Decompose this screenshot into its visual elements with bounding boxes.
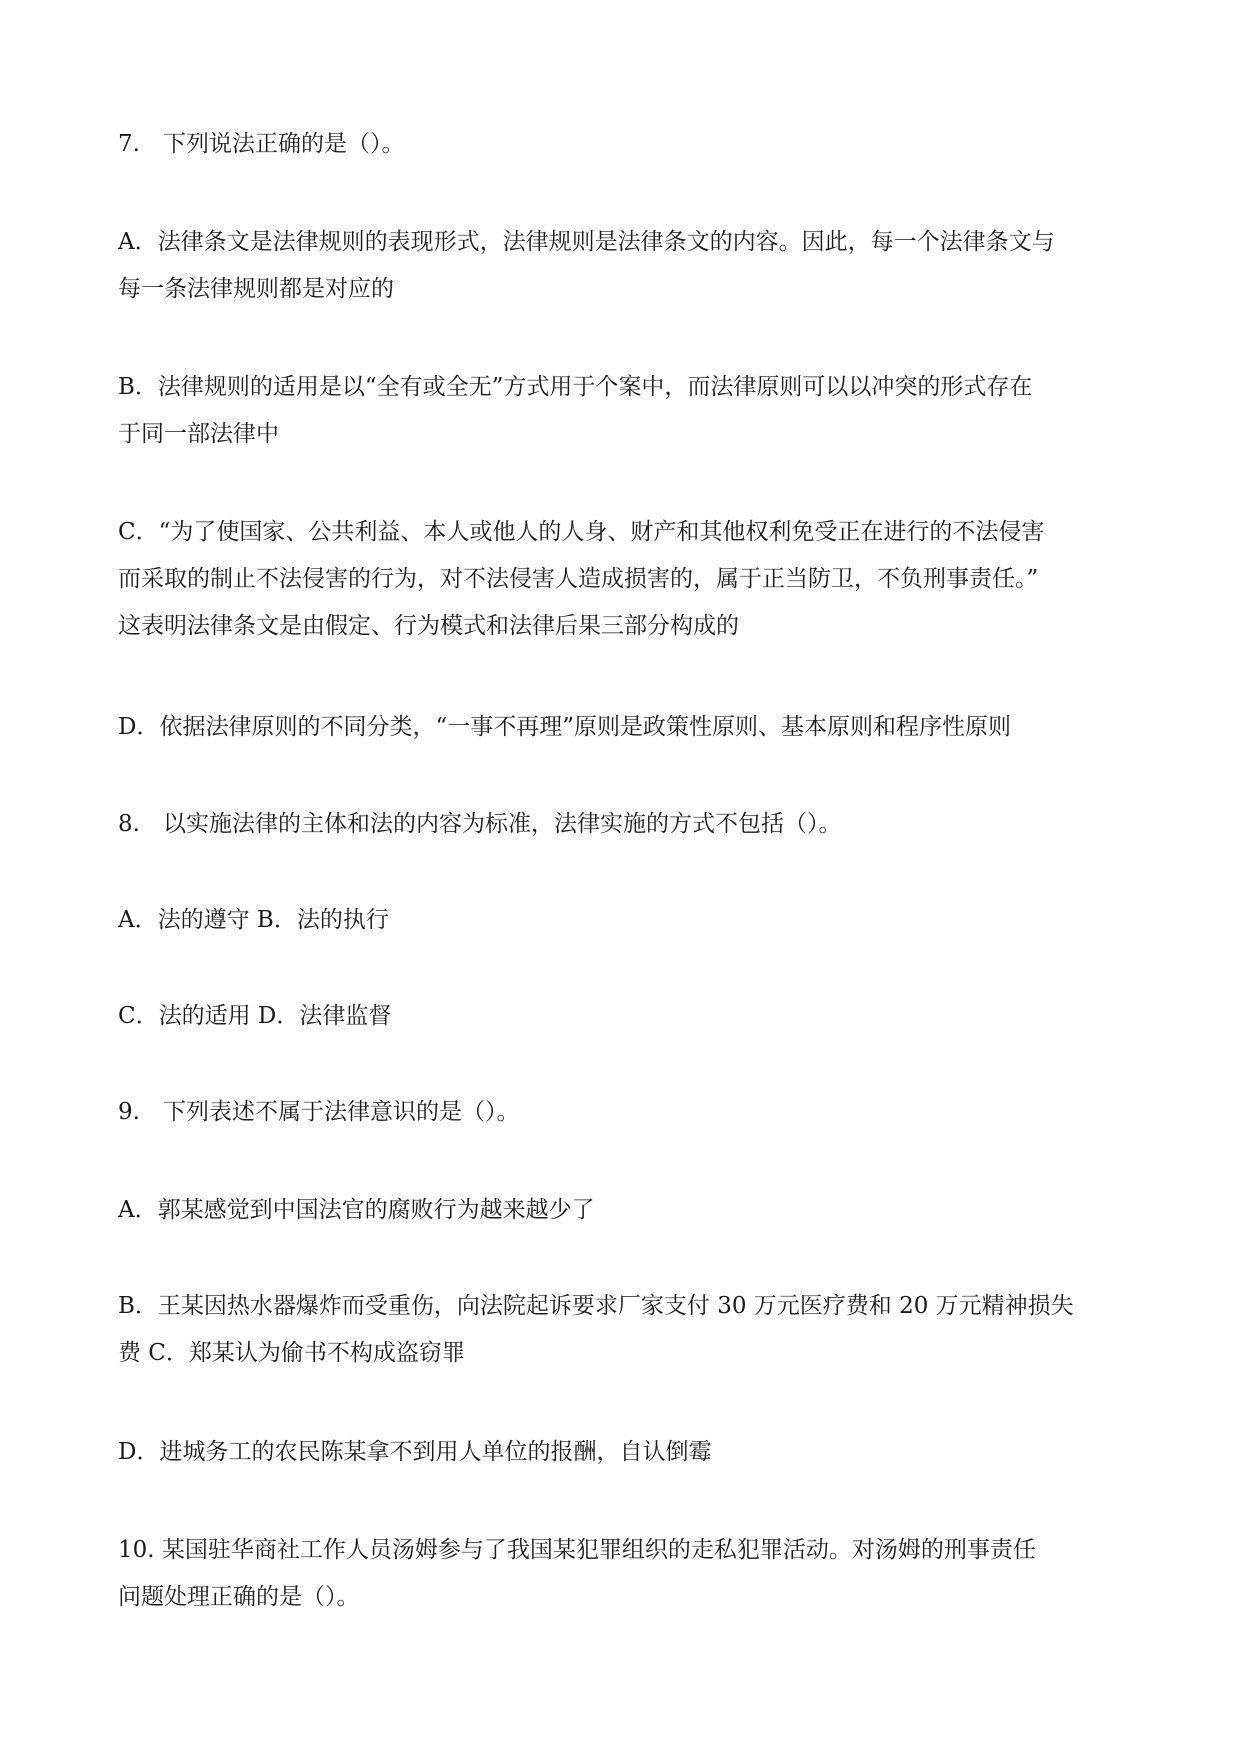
question-8-options-cd: C．法的适用 D．法律监督 [118,1003,392,1029]
question-9-stem: 9. 下列表述不属于法律意识的是（）。 [118,1099,520,1125]
question-7-option-a-line-2: 每一条法律规则都是对应的 [118,276,394,302]
question-9-option-b-c: 费 C．郑某认为偷书不构成盗窃罪 [118,1340,465,1366]
question-7-option-c-line-3: 这表明法律条文是由假定、行为模式和法律后果三部分构成的 [118,613,739,639]
question-7-option-c-line-1: C．“为了使国家、公共利益、本人或他人的人身、财产和其他权利免受正在进行的不法侵害 [118,519,1045,545]
question-10-stem-line-2: 问题处理正确的是（）。 [118,1584,360,1610]
question-7-option-b-line-1: B．法律规则的适用是以“全有或全无”方式用于个案中，而法律原则可以以冲突的形式存在 [118,374,1033,400]
question-7-option-a-line-1: A．法律条文是法律规则的表现形式，法律规则是法律条文的内容。因此，每一个法律条文与 [118,229,1055,255]
question-8-stem: 8. 以实施法律的主体和法的内容为标准，法律实施的方式不包括（）。 [118,811,842,837]
question-7-option-b-line-2: 于同一部法律中 [118,421,279,447]
question-9-option-b-line-1: B．王某因热水器爆炸而受重伤，向法院起诉要求厂家支付 30 万元医疗费和 20 万元精神损失 [118,1293,1074,1319]
question-10-stem-line-1: 10. 某国驻华商社工作人员汤姆参与了我国某犯罪组织的走私犯罪活动。对汤姆的刑事责任 [118,1537,1036,1563]
question-8-options-ab: A．法的遵守 B．法的执行 [118,907,389,933]
question-7-option-c-line-2: 而采取的制止不法侵害的行为，对不法侵害人造成损害的，属于正当防卫，不负刑事责任。” [118,566,1039,592]
question-9-option-d: D．进城务工的农民陈某拿不到用人单位的报酬，自认倒霉 [118,1439,712,1465]
question-7-stem: 7. 下列说法正确的是（）。 [118,131,405,157]
question-9-option-a: A．郭某感觉到中国法官的腐败行为越来越少了 [118,1197,595,1223]
question-7-option-d: D．依据法律原则的不同分类，“一事不再理”原则是政策性原则、基本原则和程序性原则 [118,714,1011,740]
